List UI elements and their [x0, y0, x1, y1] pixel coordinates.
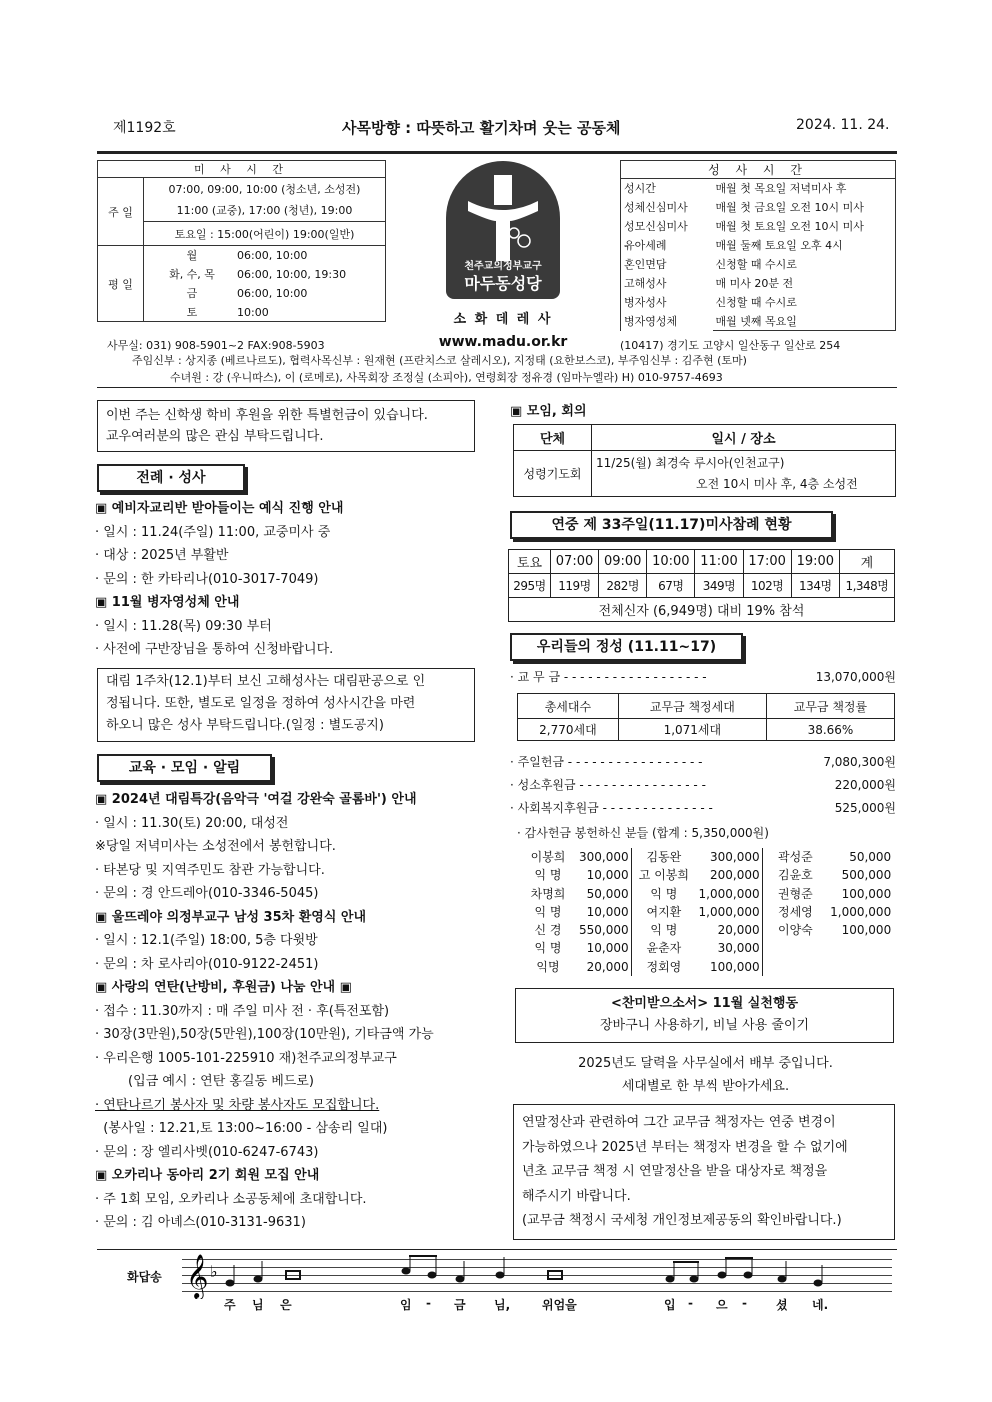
calendar-line: 세대별로 한 부씩 받아가세요.	[621, 1079, 790, 1094]
attendance-value: 67명	[647, 574, 695, 598]
time-sat: 10:00	[237, 305, 269, 319]
website-url[interactable]: www.madu.or.kr	[438, 334, 568, 350]
donor-row	[519, 958, 893, 976]
time-mon: 06:00, 10:00	[237, 249, 308, 263]
sacrament-row	[621, 179, 896, 198]
donor-name: 익 명	[650, 923, 678, 938]
meetings-col-group: 단체	[514, 425, 592, 451]
sacrament-time: 신청할 때 수시로	[713, 255, 896, 274]
donor-amount: 200,000	[696, 866, 762, 884]
section-heading: ▣ 오카리나 동아리 2기 회원 모집 안내	[95, 1168, 320, 1183]
patron-name: 소 화 데 레 사	[453, 312, 553, 327]
donor-name: 익 명	[534, 941, 562, 956]
donor-amount: 20,000	[577, 958, 631, 976]
donor-name: 김동완	[646, 850, 682, 864]
meeting-line1: 11/25(월) 최경숙 루시아(인천교구)	[596, 455, 785, 470]
section-line: · 문의 : 장 엘리사벳(010-6247-6743)	[95, 1144, 319, 1160]
sacrament-time: 매월 첫 목요일 저녁미사 후	[713, 179, 896, 198]
donor-name: 차명희	[530, 886, 566, 901]
lyric-syllable: 주	[224, 1298, 236, 1312]
attendance-value: 119명	[550, 574, 598, 598]
sacrament-time: 매월 넷째 목요일	[713, 312, 896, 331]
day-tue-thu: 화, 수, 목	[169, 268, 215, 281]
offering-label: · 성소후원금 - - - - - - - - - - - - - - - -	[510, 778, 706, 792]
weekday-label: 평 일	[98, 246, 144, 322]
donor-amount: 1,000,000	[696, 903, 762, 921]
sacraments-table	[620, 160, 896, 331]
lyric-syllable: 네.	[812, 1298, 829, 1312]
donor-amount: 20,000	[696, 921, 762, 939]
offering-value: 7,080,300원	[823, 755, 896, 769]
sacrament-row	[621, 312, 896, 331]
sacrament-row	[621, 236, 896, 255]
pledge-households-head: 교무금 책정세대	[618, 694, 766, 719]
meetings-table	[513, 424, 896, 497]
section-line: · 문의 : 한 카타리나(010-3017-7049)	[95, 571, 319, 587]
meetings-col-datetime: 일시 / 장소	[592, 425, 896, 451]
sacraments-title: 성 사 시 간	[621, 161, 896, 179]
sacrament-row	[621, 293, 896, 312]
lyric-syllable: 님,	[494, 1298, 511, 1312]
donor-amount: 300,000	[696, 848, 762, 866]
saturday-line: 토요일 : 15:00(어린이) 19:00(일반)	[144, 222, 386, 246]
donor-name: 신 경	[534, 923, 562, 938]
mass-times-table	[97, 160, 386, 322]
pledge-rate-head: 교무금 책정률	[766, 694, 894, 719]
sacrament-name: 유아세례	[621, 236, 713, 255]
section-line: (입금 예시 : 연탄 홍길동 베드로)	[95, 1074, 314, 1089]
sacrament-name: 병자영성체	[621, 312, 713, 331]
donor-name: 여지환	[646, 904, 682, 919]
section-line: · 일시 : 12.1(주일) 18:00, 5층 다윗방	[95, 933, 318, 948]
offering-item	[510, 799, 896, 822]
offering-title: 우리들의 정성 (11.11~17)	[510, 633, 743, 661]
tax-line: (교무금 책정시 국세청 개인정보제공동의 확인바랍니다.)	[522, 1213, 842, 1228]
meetings-title: ▣ 모임, 회의	[510, 404, 587, 419]
section-line: · 주 1회 모임, 오카리나 소공동체에 초대합니다.	[95, 1191, 367, 1207]
section-education-title: 교육 · 모임 · 알림	[97, 754, 272, 782]
section-heading: ▣ 예비자교리반 받아들이는 예식 진행 안내	[95, 501, 344, 516]
sacrament-row	[621, 255, 896, 274]
pledge-households: 1,071세대	[618, 719, 766, 741]
donor-amount	[828, 939, 893, 957]
donor-name: 정회영	[646, 959, 682, 974]
priests-line: 주임신부 : 상지종 (베르나르도), 협력사목신부 : 원재현 (프란치스코 살레시오), 지정태 (요한보스코), 부주임신부 : 김주현 (토마)	[132, 354, 747, 367]
lyric-syllable: 입	[664, 1298, 676, 1312]
sacrament-name: 고해성사	[621, 274, 713, 293]
donor-table	[519, 848, 893, 976]
office-contact: 사무실: 031) 908-5901~2 FAX:908-5903	[107, 339, 325, 352]
calendar-line: 2025년도 달력을 사무실에서 배부 중입니다.	[578, 1056, 833, 1071]
offering-value: 525,000원	[834, 801, 896, 815]
section-heading: ▣ 울뜨레야 의정부교구 남성 35차 환영식 안내	[95, 909, 367, 925]
donor-row	[519, 921, 893, 939]
section-heading: ▣ 11월 병자영성체 안내	[95, 595, 240, 610]
mass-title: 미 사 시 간	[98, 161, 386, 178]
tax-line: 년초 교무금 책정 시 연말정산을 받을 대상자로 책정을	[522, 1164, 828, 1179]
sacrament-time: 매월 첫 금요일 오전 10시 미사	[713, 198, 896, 217]
donor-name: 이봉희	[530, 850, 566, 864]
lyric-syllable: -	[688, 1296, 693, 1310]
donor-name: 이양숙	[777, 923, 813, 938]
attendance-value: 1,348명	[839, 574, 894, 598]
attendance-value: 282명	[599, 574, 647, 598]
laudato-si-box	[515, 988, 894, 1043]
sacrament-name: 병자성사	[621, 293, 713, 312]
donor-name: 익 명	[534, 904, 562, 919]
section-line: · 타본당 및 지역주민도 참관 가능합니다.	[95, 862, 325, 878]
attendance-title: 연중 제 33주일(11.17)미사참례 현황	[510, 511, 833, 539]
section-line: ※당일 저녁미사는 소성전에서 봉헌합니다.	[95, 839, 336, 854]
logo-diocese: 천주교의정부교구	[464, 261, 542, 272]
donor-amount: 10,000	[577, 903, 631, 921]
total-households-head: 총세대수	[518, 694, 619, 719]
motto: 사목방향 : 따뜻하고 활기차며 웃는 공동체	[342, 119, 621, 137]
advent-line: 대림 1주차(12.1)부터 보신 고해성사는 대림판공으로 인	[106, 674, 426, 689]
donor-name: 김윤호	[777, 868, 813, 883]
lyric-syllable: 님	[252, 1298, 264, 1312]
section-line: · 30장(3만원),50장(5만원),100장(10만원), 기타금액 가능	[95, 1027, 434, 1042]
section-line: · 대상 : 2025년 부활반	[95, 548, 229, 563]
laudato-si-title: <찬미받으소서> 11월 실천행동	[610, 996, 799, 1011]
day-sat: 토	[186, 305, 198, 319]
address: (10417) 경기도 고양시 일산동구 일산로 254	[620, 339, 841, 352]
sacrament-name: 성모신심미사	[621, 217, 713, 236]
attendance-value: 295명	[509, 574, 551, 598]
contact-rule	[97, 387, 897, 388]
logo-parish: 마두동성당	[464, 274, 542, 293]
notice-line: 이번 주는 신학생 학비 후원을 위한 특별헌금이 있습니다.	[106, 408, 428, 423]
donor-row	[519, 866, 893, 884]
donor-row	[519, 885, 893, 903]
psalm-lyrics	[182, 1296, 892, 1316]
diocese-due-value: 13,070,000원	[815, 670, 896, 684]
attendance-head: 17:00	[743, 550, 791, 574]
donor-name	[762, 939, 828, 957]
header-rule	[97, 151, 897, 154]
psalm-rule	[97, 1249, 897, 1250]
lyric-syllable: 은	[280, 1298, 292, 1312]
lyric-syllable: 으	[716, 1298, 728, 1312]
attendance-head: 계	[839, 550, 894, 574]
donor-name: 정세영	[777, 904, 813, 919]
tax-line: 연말정산과 관련하여 그간 교무금 책정자는 연중 변경이	[522, 1115, 836, 1130]
attendance-head: 토요	[509, 550, 551, 574]
donor-row	[519, 903, 893, 921]
music-notes-icon	[182, 1253, 892, 1299]
sacrament-time: 신청할 때 수시로	[713, 293, 896, 312]
section-line: · 일시 : 11.28(목) 09:30 부터	[95, 618, 272, 634]
section-line: · 사전에 구반장님을 통하여 신청바랍니다.	[95, 642, 334, 657]
attendance-summary: 전체신자 (6,949명) 대비 19% 참석	[509, 598, 895, 622]
section-line: · 일시 : 11.30(토) 20:00, 대성전	[95, 815, 289, 831]
liturgy-section	[95, 497, 343, 662]
donor-amount: 30,000	[696, 939, 762, 957]
special-collection-notice	[97, 400, 475, 452]
sacrament-name: 혼인면담	[621, 255, 713, 274]
offering-item	[510, 753, 896, 776]
issue-number: 제1192호	[113, 120, 176, 136]
sacrament-name: 성체신심미사	[621, 198, 713, 217]
sacrament-time: 매월 첫 토요일 오전 10시 미사	[713, 217, 896, 236]
attendance-value: 134명	[791, 574, 839, 598]
household-table	[517, 693, 895, 741]
donor-name: 익명	[536, 959, 560, 974]
offering-item	[510, 776, 896, 799]
section-line: (봉사일 : 12.21,토 13:00~16:00 - 삼송리 일대)	[95, 1121, 388, 1136]
pledge-rate: 38.66%	[766, 719, 894, 741]
donor-name	[762, 958, 828, 976]
donor-amount: 10,000	[577, 939, 631, 957]
diocese-due-label: · 교 무 금 - - - - - - - - - - - - - - - - - -	[510, 670, 707, 684]
donor-name: 익 명	[534, 868, 562, 883]
section-heading: ▣ 사랑의 연탄(난방비, 후원금) 나눔 안내 ▣	[95, 980, 352, 995]
sacrament-row	[621, 217, 896, 236]
donor-name: 권형준	[777, 886, 813, 901]
section-line: · 문의 : 김 아녜스(010-3131-9631)	[95, 1215, 306, 1230]
time-tue-thu: 06:00, 10:00, 19:30	[237, 268, 347, 281]
donor-amount: 100,000	[841, 886, 892, 901]
tax-notice-box	[513, 1104, 895, 1240]
donor-row	[519, 939, 893, 957]
music-staff	[182, 1254, 892, 1298]
section-line: · 일시 : 11.24(주일) 11:00, 교중미사 중	[95, 524, 331, 540]
lyric-syllable: -	[742, 1296, 747, 1310]
attendance-table	[508, 549, 895, 622]
meeting-group: 성령기도회	[514, 451, 592, 497]
advent-confession-notice	[97, 668, 475, 742]
sacrament-time: 매월 둘째 토요일 오후 4시	[713, 236, 896, 255]
day-mon: 월	[186, 249, 198, 263]
donor-name: 윤춘자	[646, 941, 682, 956]
attendance-head: 07:00	[550, 550, 598, 574]
attendance-head: 11:00	[695, 550, 743, 574]
tax-line: 가능하였으나 2025년 부터는 책정자 변경을 할 수 없기에	[522, 1139, 848, 1155]
tax-line: 해주시기 바랍니다.	[522, 1188, 631, 1204]
section-line: · 문의 : 차 로사리아(010-9122-2451)	[95, 956, 319, 972]
education-section	[95, 788, 434, 1235]
donor-amount: 100,000	[696, 958, 762, 976]
lyric-syllable: 셨	[776, 1298, 788, 1312]
donor-amount: 100,000	[841, 923, 892, 938]
total-households: 2,770세대	[518, 719, 619, 741]
lyric-syllable: 위엄을	[542, 1298, 577, 1312]
svg-text:𝄞: 𝄞	[186, 1254, 209, 1298]
offering-items	[510, 753, 896, 822]
offering-label: · 주일헌금 - - - - - - - - - - - - - - - - -	[510, 755, 703, 769]
attendance-head: 19:00	[791, 550, 839, 574]
parish-logo	[446, 161, 560, 299]
psalm-label: 화답송	[127, 1270, 162, 1284]
donor-name: 고 이봉희	[638, 868, 689, 883]
sacrament-row	[621, 274, 896, 293]
offering-label: · 사회복지후원금 - - - - - - - - - - - - - -	[510, 801, 713, 815]
donor-amount: 10,000	[577, 866, 631, 884]
section-line: · 문의 : 경 안드레아(010-3346-5045)	[95, 886, 319, 901]
calendar-notice	[513, 1052, 898, 1098]
section-line: · 연탄나르기 봉사자 및 차량 봉사자도 모집합니다.	[95, 1097, 380, 1113]
donor-row	[519, 848, 893, 866]
sacrament-row	[621, 198, 896, 217]
donor-amount: 50,000	[849, 850, 892, 864]
notice-line: 교우여러분의 많은 관심 부탁드립니다.	[106, 429, 324, 444]
section-heading: ▣ 2024년 대림특강(음악극 '여걸 강완숙 골롬바') 안내	[95, 792, 417, 807]
sunday-line2: 11:00 (교중), 17:00 (청년), 19:00	[144, 200, 386, 222]
lyric-syllable: 금	[454, 1298, 466, 1312]
sunday-label: 주 일	[98, 178, 144, 246]
date: 2024. 11. 24.	[796, 117, 890, 133]
lyric-syllable: 임	[400, 1298, 412, 1312]
attendance-value: 349명	[695, 574, 743, 598]
sisters-line: 수녀원 : 강 (우니따스), 이 (로메로), 사목회장 조정실 (소피아), 연령회장 정유경 (임마누엘라) H) 010-9757-4693	[170, 371, 723, 384]
attendance-head: 10:00	[647, 550, 695, 574]
advent-line: 하오니 많은 성사 부탁드립니다.(일정 : 별도공지)	[106, 718, 384, 733]
thanks-offering-title: · 감사헌금 봉헌하신 분들 (합계 : 5,350,000원)	[517, 826, 769, 840]
meeting-line2: 오전 10시 미사 후, 4층 소성전	[696, 476, 858, 491]
lyric-syllable: -	[426, 1296, 431, 1310]
laudato-si-text: 장바구니 사용하기, 비닐 사용 줄이기	[599, 1018, 810, 1033]
sunday-line1: 07:00, 09:00, 10:00 (청소년, 소성전)	[144, 178, 386, 200]
attendance-head: 09:00	[599, 550, 647, 574]
donor-amount: 300,000	[577, 848, 631, 866]
svg-text:♭: ♭	[210, 1262, 218, 1281]
donor-amount: 550,000	[577, 921, 631, 939]
sacrament-time: 매 미사 20분 전	[713, 274, 896, 293]
donor-name: 곽성준	[777, 850, 813, 864]
donor-amount: 1,000,000	[830, 904, 892, 919]
time-fri: 06:00, 10:00	[237, 287, 308, 300]
section-line: · 접수 : 11.30까지 : 매 주일 미사 전 · 후(특전포함)	[95, 1003, 390, 1019]
donor-amount: 500,000	[841, 868, 892, 883]
day-fri: 금	[186, 287, 198, 300]
sacrament-name: 성시간	[621, 179, 713, 198]
donor-amount	[828, 958, 893, 976]
advent-line: 정됩니다. 또한, 별도로 일정을 정하여 성사시간을 마련	[106, 696, 416, 711]
donor-amount: 1,000,000	[696, 885, 762, 903]
attendance-value: 102명	[743, 574, 791, 598]
section-liturgy-title: 전례 · 성사	[97, 464, 245, 492]
donor-amount: 50,000	[577, 885, 631, 903]
offering-value: 220,000원	[834, 778, 896, 792]
section-line: · 우리은행 1005-101-225910 재)천주교의정부교구	[95, 1050, 397, 1066]
donor-name: 익 명	[650, 886, 678, 901]
